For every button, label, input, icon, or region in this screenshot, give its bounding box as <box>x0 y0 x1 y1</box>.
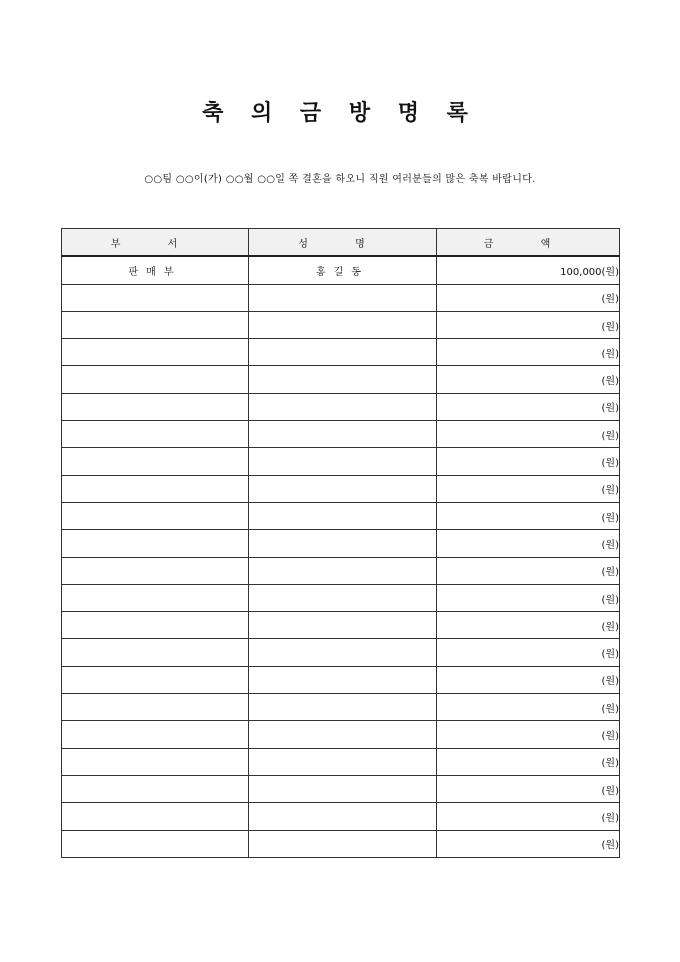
table-row <box>62 339 620 366</box>
name-cell[interactable] <box>249 475 437 502</box>
name-cell[interactable] <box>249 748 437 775</box>
dept-cell[interactable] <box>62 339 249 366</box>
dept-cell[interactable] <box>62 557 249 584</box>
dept-cell[interactable] <box>62 666 249 693</box>
dept-cell[interactable] <box>62 775 249 802</box>
dept-cell[interactable]: 판매부 <box>62 256 249 284</box>
amount-cell[interactable]: (원) <box>437 721 620 748</box>
amount-cell[interactable]: (원) <box>437 639 620 666</box>
name-cell[interactable] <box>249 694 437 721</box>
header-dept: 부 서 <box>62 229 249 257</box>
amount-cell[interactable]: (원) <box>437 421 620 448</box>
table-row <box>62 612 620 639</box>
name-cell[interactable] <box>249 366 437 393</box>
table-row <box>62 557 620 584</box>
header-name: 성 명 <box>249 229 437 257</box>
dept-cell[interactable] <box>62 448 249 475</box>
table-row <box>62 748 620 775</box>
name-cell[interactable] <box>249 830 437 857</box>
table-row <box>62 448 620 475</box>
name-cell[interactable] <box>249 311 437 338</box>
amount-cell[interactable]: (원) <box>437 748 620 775</box>
amount-cell[interactable]: (원) <box>437 393 620 420</box>
amount-cell[interactable]: (원) <box>437 339 620 366</box>
table-row <box>62 393 620 420</box>
notice-text: ○○팀 ○○이(가) ○○월 ○○일 쪽 결혼을 하오니 직원 여러분들의 많은 축복 바랍니다. <box>144 174 536 185</box>
table-row <box>62 366 620 393</box>
dept-cell[interactable] <box>62 502 249 529</box>
table-row <box>62 775 620 802</box>
table-row <box>62 502 620 529</box>
amount-cell[interactable]: (원) <box>437 584 620 611</box>
dept-cell[interactable] <box>62 803 249 830</box>
name-cell[interactable] <box>249 639 437 666</box>
name-cell[interactable] <box>249 803 437 830</box>
table-row <box>62 475 620 502</box>
dept-cell[interactable] <box>62 748 249 775</box>
dept-cell[interactable] <box>62 612 249 639</box>
dept-cell[interactable] <box>62 639 249 666</box>
amount-cell[interactable]: (원) <box>437 530 620 557</box>
amount-cell[interactable]: 100,000(원) <box>437 256 620 284</box>
table-row <box>62 830 620 857</box>
name-cell[interactable] <box>249 284 437 311</box>
amount-cell[interactable]: (원) <box>437 448 620 475</box>
name-cell[interactable] <box>249 502 437 529</box>
amount-cell[interactable]: (원) <box>437 666 620 693</box>
dept-cell[interactable] <box>62 584 249 611</box>
amount-cell[interactable]: (원) <box>437 612 620 639</box>
table-row <box>62 284 620 311</box>
name-cell[interactable] <box>249 339 437 366</box>
name-cell[interactable]: 홍길동 <box>249 256 437 284</box>
name-cell[interactable] <box>249 666 437 693</box>
table-row <box>62 584 620 611</box>
dept-cell[interactable] <box>62 475 249 502</box>
name-cell[interactable] <box>249 393 437 420</box>
table-row <box>62 666 620 693</box>
table-row <box>62 639 620 666</box>
dept-cell[interactable] <box>62 393 249 420</box>
page-title: 축 의 금 방 명 록 <box>202 101 478 126</box>
name-cell[interactable] <box>249 530 437 557</box>
dept-cell[interactable] <box>62 366 249 393</box>
amount-cell[interactable]: (원) <box>437 557 620 584</box>
amount-cell[interactable]: (원) <box>437 366 620 393</box>
table-row <box>62 311 620 338</box>
header-amount: 금 액 <box>437 229 620 257</box>
table-row <box>62 803 620 830</box>
name-cell[interactable] <box>249 421 437 448</box>
dept-cell[interactable] <box>62 721 249 748</box>
name-cell[interactable] <box>249 721 437 748</box>
dept-cell[interactable] <box>62 284 249 311</box>
name-cell[interactable] <box>249 775 437 802</box>
amount-cell[interactable]: (원) <box>437 311 620 338</box>
dept-cell[interactable] <box>62 530 249 557</box>
dept-cell[interactable] <box>62 830 249 857</box>
amount-cell[interactable]: (원) <box>437 284 620 311</box>
amount-cell[interactable]: (원) <box>437 830 620 857</box>
name-cell[interactable] <box>249 584 437 611</box>
table-row <box>62 256 620 284</box>
name-cell[interactable] <box>249 448 437 475</box>
dept-cell[interactable] <box>62 421 249 448</box>
amount-cell[interactable]: (원) <box>437 775 620 802</box>
amount-cell[interactable]: (원) <box>437 475 620 502</box>
amount-cell[interactable]: (원) <box>437 803 620 830</box>
table-row <box>62 721 620 748</box>
table-row <box>62 421 620 448</box>
amount-cell[interactable]: (원) <box>437 694 620 721</box>
table-body <box>62 256 620 857</box>
dept-cell[interactable] <box>62 694 249 721</box>
ledger-table <box>61 228 620 858</box>
dept-cell[interactable] <box>62 311 249 338</box>
name-cell[interactable] <box>249 612 437 639</box>
table-row <box>62 530 620 557</box>
amount-cell[interactable]: (원) <box>437 502 620 529</box>
table-header-row <box>62 229 620 257</box>
name-cell[interactable] <box>249 557 437 584</box>
table-row <box>62 694 620 721</box>
